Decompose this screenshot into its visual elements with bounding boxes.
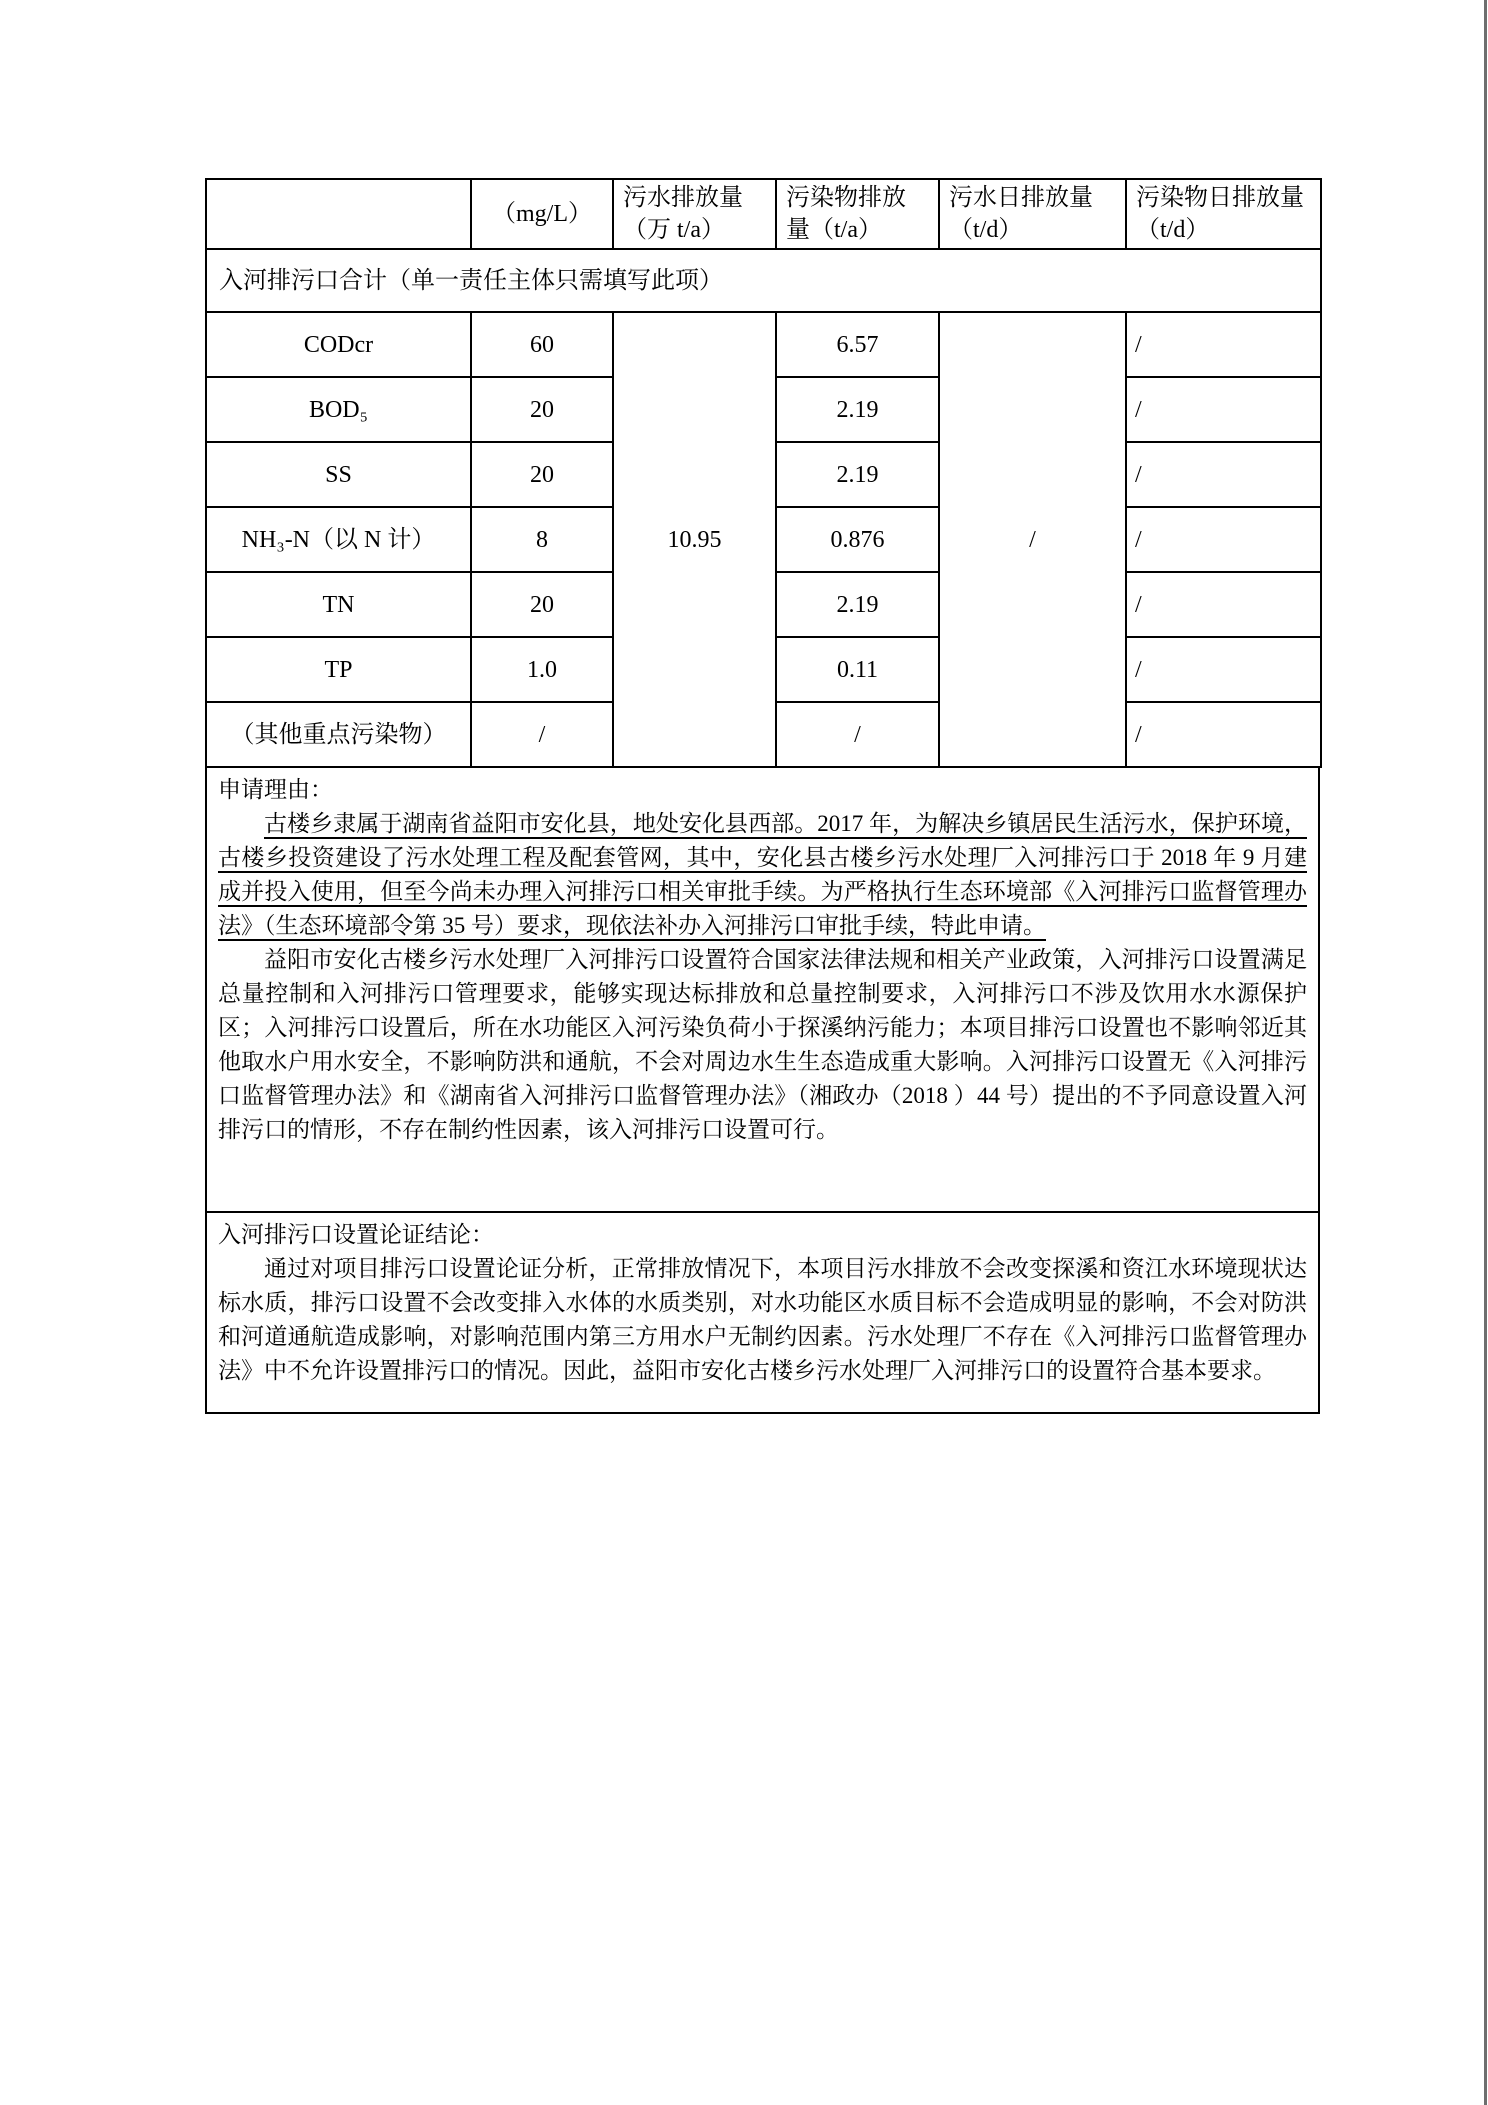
- annual-amount-value: 2.19: [776, 442, 939, 507]
- pollutant-name: NH₃-N（以 N 计）: [206, 507, 471, 572]
- annual-amount-value: 2.19: [776, 572, 939, 637]
- daily-amount-value: /: [1126, 377, 1321, 442]
- concentration-value: /: [471, 702, 613, 767]
- approval-form-page: [205, 178, 1320, 1414]
- outfall-total-row: [206, 249, 1321, 312]
- pollutant-name: SS: [206, 442, 471, 507]
- daily-amount-value: /: [1126, 312, 1321, 377]
- header-pollutant-amount-cell: 污染物排放量（t/a）: [776, 179, 939, 249]
- wastewater-total-value: 10.95: [613, 312, 776, 767]
- annual-amount-value: 6.57: [776, 312, 939, 377]
- annual-amount-value: 0.876: [776, 507, 939, 572]
- annual-amount-value: 0.11: [776, 637, 939, 702]
- application-reason-paragraph-2: 益阳市安化古楼乡污水处理厂入河排污口设置符合国家法律法规和相关产业政策，入河排污口设置满足总量控制和入河排污口管理要求，能够实现达标排放和总量控制要求，入河排污口不涉及饮用水水源保护区；入河排污口设置后，所在水功能区入河污染负荷小于探溪纳污能力；本项目排污口设置也不影响邻近其他取水户用水安全，不影响防洪和通航，不会对周边水生生态造成重大影响。入河排污口设置无《入河排污口监督管理办法》和《湖南省入河排污口监督管理办法》（湘政办（2018 ）44 号）提出的不予同意设置入河排污口的情形，不存在制约性因素，该入河排污口设置可行。: [218, 947, 1307, 1142]
- concentration-value: 20: [471, 442, 613, 507]
- concentration-value: 20: [471, 572, 613, 637]
- header-pollutant-cell: [206, 179, 471, 249]
- daily-amount-value: /: [1126, 702, 1321, 767]
- table-row-codcr: [206, 312, 1321, 377]
- concentration-value: 60: [471, 312, 613, 377]
- conclusion-section: [205, 1211, 1320, 1414]
- pollutant-name: CODcr: [206, 312, 471, 377]
- header-daily-pollutant-cell: 污染物日排放量（t/d）: [1126, 179, 1321, 249]
- daily-amount-value: /: [1126, 572, 1321, 637]
- application-reason-paragraph-1: 古楼乡隶属于湖南省益阳市安化县，地处安化县西部。2017 年，为解决乡镇居民生活污水，保护环境，古楼乡投资建设了污水处理工程及配套管网，其中，安化县古楼乡污水处理厂入河排污口于 2018 年 9 月建成并投入使用，但至今尚未办理入河排污口相关审批手续。为严格执行生态环境部《入河排污口监督管理办法》（生态环境部令第 35 号）要求，现依法补办入河排污口审批手续，特此申请。: [218, 811, 1307, 938]
- daily-amount-value: /: [1126, 442, 1321, 507]
- pollutant-name: TN: [206, 572, 471, 637]
- concentration-value: 1.0: [471, 637, 613, 702]
- table-header-row: [206, 179, 1321, 249]
- concentration-value: 20: [471, 377, 613, 442]
- conclusion-paragraph: 通过对项目排污口设置论证分析，正常排放情况下，本项目污水排放不会改变探溪和资江水环境现状达标水质，排污口设置不会改变排入水体的水质类别，对水功能区水质目标不会造成明显的影响，不会对防洪和河道通航造成影响，对影响范围内第三方用水户无制约因素。污水处理厂不存在《入河排污口监督管理办法》中不允许设置排污口的情况。因此，益阳市安化古楼乡污水处理厂入河排污口的设置符合基本要求。: [218, 1256, 1307, 1383]
- annual-amount-value: 2.19: [776, 377, 939, 442]
- daily-wastewater-value: /: [939, 312, 1126, 767]
- annual-amount-value: /: [776, 702, 939, 767]
- pollutant-name: TP: [206, 637, 471, 702]
- conclusion-title: 入河排污口设置论证结论：: [218, 1222, 494, 1247]
- header-concentration-cell: （mg/L）: [471, 179, 613, 249]
- daily-amount-value: /: [1126, 637, 1321, 702]
- application-reason-title: 申请理由：: [218, 777, 333, 802]
- concentration-value: 8: [471, 507, 613, 572]
- outfall-total-label: 入河排污口合计（单一责任主体只需填写此项）: [206, 249, 1321, 312]
- application-reason-section: [205, 766, 1320, 1213]
- page-edge-scan-line: [1484, 0, 1487, 2105]
- pollutant-name: BOD₅: [206, 377, 471, 442]
- daily-amount-value: /: [1126, 507, 1321, 572]
- header-daily-wastewater-cell: 污水日排放量（t/d）: [939, 179, 1126, 249]
- pollutant-discharge-table: [205, 178, 1322, 768]
- pollutant-name: （其他重点污染物）: [206, 702, 471, 767]
- header-wastewater-volume-cell: 污水排放量（万 t/a）: [613, 179, 776, 249]
